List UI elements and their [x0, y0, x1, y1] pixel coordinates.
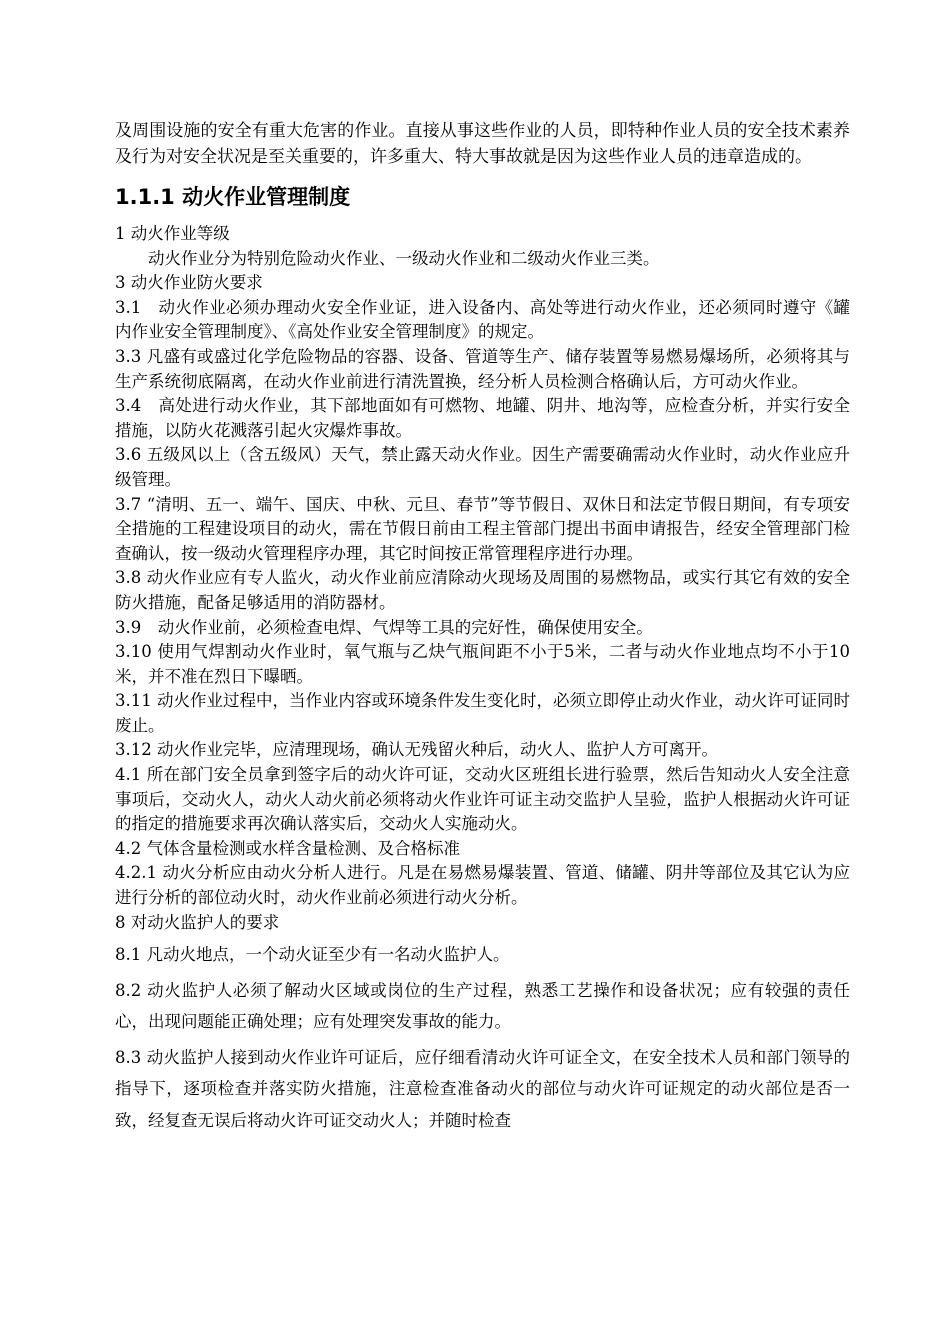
item-3-10: 3.10 使用气焊割动火作业时，氧气瓶与乙炔气瓶间距不小于5米，二者与动火作业地点均不小于10米，并不准在烈日下曝晒。	[115, 642, 850, 686]
item-8-2: 8.2 动火监护人必须了解动火区域或岗位的生产过程，熟悉工艺操作和设备状况；应有较强的责任心，出现问题能正确处理；应有处理突发事故的能力。	[115, 980, 850, 1032]
item-3-4: 3.4 高处进行动火作业，其下部地面如有可燃物、地罐、阴井、地沟等，应检查分析，并实行安全措施，以防火花溅落引起火灾爆炸事故。	[115, 396, 850, 440]
item-8-title: 8 对动火监护人的要求	[115, 912, 280, 932]
item-3-3: 3.3 凡盛有或盛过化学危险物品的容器、设备、管道等生产、储存装置等易燃易爆场所，必须将其与生产系统彻底隔离，在动火作业前进行清洗置换，经分析人员检测合格确认后，方可动火作业。	[115, 346, 850, 391]
item-3-12: 3.12 动火作业完毕，应清理现场，确认无残留火种后，动火人、监护人方可离开。	[115, 740, 718, 760]
item-1-body: 动火作业分为特别危险动火作业、一级动火作业和二级动火作业三类。	[148, 248, 660, 268]
intro-paragraph: 及周围设施的安全有重大危害的作业。直接从事这些作业的人员，即特种作业人员的安全技术素养及行为对安全状况是至关重要的，许多重大、特大事故就是因为这些作业人员的违章造成的。	[115, 121, 850, 167]
item-3-6: 3.6 五级风以上（含五级风）天气，禁止露天动火作业。因生产需要确需动火作业时，动火作业应升级管理。	[115, 445, 850, 489]
item-1-title: 1 动火作业等级	[115, 224, 230, 243]
document-page	[115, 118, 850, 1136]
item-3-9: 3.9 动火作业前，必须检查电焊、气焊等工具的完好性，确保使用安全。	[115, 617, 653, 637]
item-3-title: 3 动火作业防火要求	[115, 273, 263, 293]
item-3-1: 3.1 动火作业必须办理动火安全作业证，进入设备内、高处等进行动火作业，还必须同时遵守《罐内作业安全管理制度》、《高处作业安全管理制度》的规定。	[115, 297, 850, 342]
item-4-2: 4.2 气体含量检测或水样含量检测、及合格标准	[115, 838, 460, 858]
item-8-3: 8.3 动火监护人接到动火作业许可证后，应仔细看清动火许可证全文，在安全技术人员和部门领导的指导下，逐项检查并落实防火措施，注意检查准备动火的部位与动火许可证规定的动火部位是否一致，经复查无误后将动火许可证交动火人；并随时检查	[115, 1047, 850, 1130]
item-3-7: 3.7 “清明、五一、端午、国庆、中秋、元旦、春节”等节假日、双休日和法定节假日期间，有专项安全措施的工程建设项目的动火，需在节假日前由工程主管部门提出书面申请报告，经安全管理部门检查确认，按一级动火管理程序办理，其它时间按正常管理程序进行办理。	[115, 494, 850, 563]
section-heading: 1.1.1 动火作业管理制度	[115, 185, 351, 209]
item-8-1: 8.1 凡动火地点，一个动火证至少有一名动火监护人。	[115, 945, 510, 965]
item-4-2-1: 4.2.1 动火分析应由动火分析人进行。凡是在易燃易爆装置、管道、储罐、阴井等部位及其它认为应进行分析的部位动火时，动火作业前必须进行动火分析。	[115, 863, 850, 908]
item-4-1: 4.1 所在部门安全员拿到签字后的动火许可证，交动火区班组长进行验票，然后告知动火人安全注意事项后，交动火人，动火人动火前必须将动火作业许可证主动交监护人呈验，监护人根据动火许可证的指定的措施要求再次确认落实后，交动火人实施动火。	[115, 765, 850, 834]
item-3-11: 3.11 动火作业过程中，当作业内容或环境条件发生变化时，必须立即停止动火作业，动火许可证同时废止。	[115, 691, 850, 735]
item-3-8: 3.8 动火作业应有专人监火，动火作业前应清除动火现场及周围的易燃物品，或实行其它有效的安全防火措施，配备足够适用的消防器材。	[115, 568, 850, 612]
